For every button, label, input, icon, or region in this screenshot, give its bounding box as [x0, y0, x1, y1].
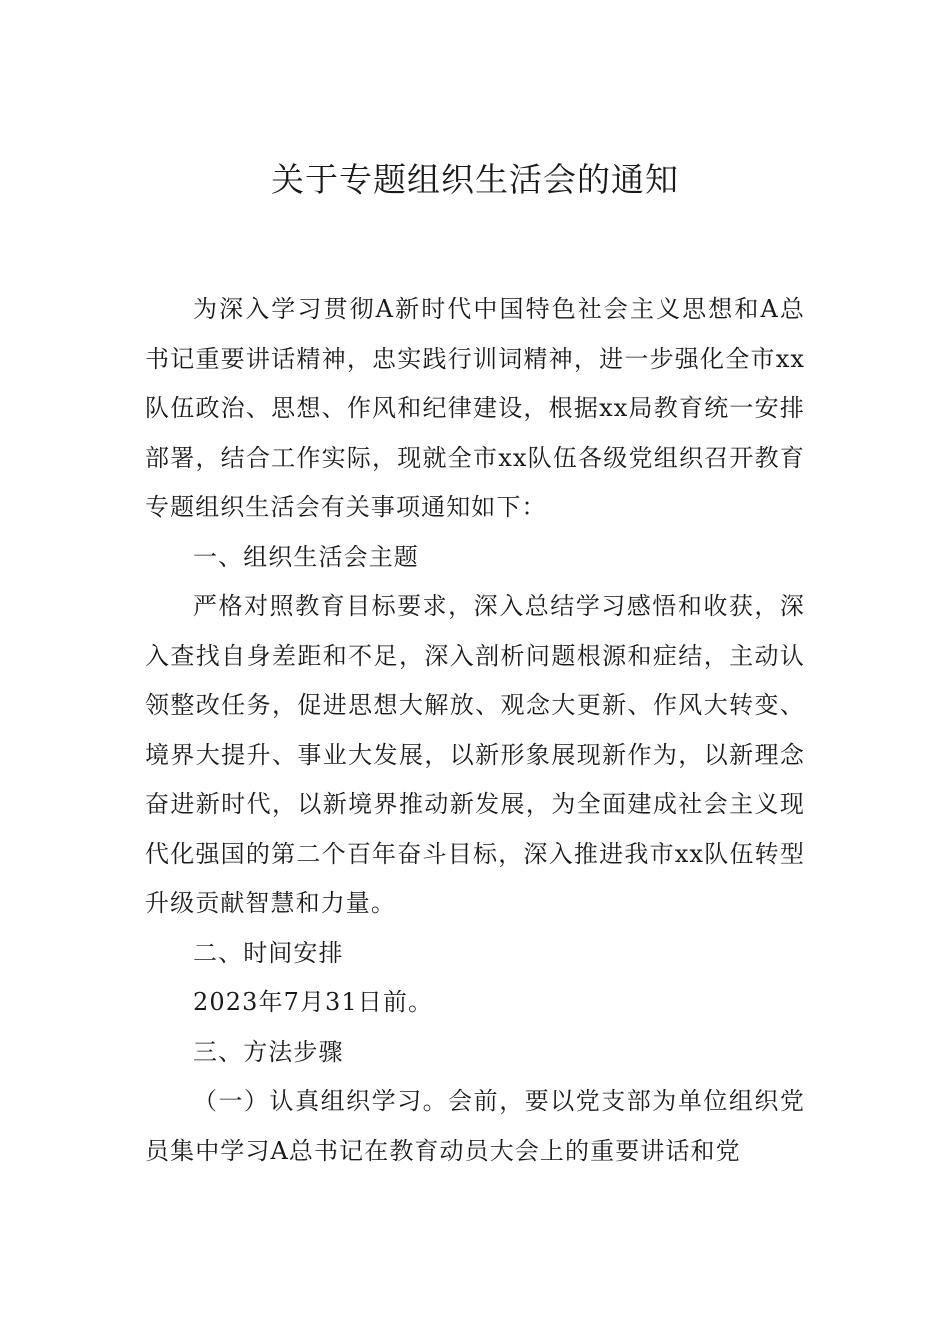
section-1-paragraph: 严格对照教育目标要求，深入总结学习感悟和收获，深入查找自身差距和不足，深入剖析问题根源和症结，主动认领整改任务，促进思想大解放、观念大更新、作风大转变、境界大提升、事业大发展，以新形象展现新作为，以新理念奋进新时代，以新境界推动新发展，为全面建成社会主义现代化强国的第二个百年奋斗目标，深入推进我市xx队伍转型升级贡献智慧和力量。: [145, 592, 805, 917]
section-3-paragraph: （一）认真组织学习。会前，要以党支部为单位组织党员集中学习A总书记在教育动员大会上的重要讲话和党: [145, 1087, 805, 1165]
section-2-paragraph: 2023年7月31日前。: [193, 988, 434, 1016]
section-3-heading: 三、方法步骤: [193, 1037, 344, 1066]
section-1-heading: 一、组织生活会主题: [193, 542, 419, 571]
document-body: [145, 285, 805, 1176]
document-title: 关于专题组织生活会的通知: [271, 160, 679, 199]
intro-paragraph: 为深入学习贯彻A新时代中国特色社会主义思想和A总书记重要讲话精神，忠实践行训词精神，进一步强化全市xx队伍政治、思想、作风和纪律建设，根据xx局教育统一安排部署，结合工作实际，现就全市xx队伍各级党组织召开教育专题组织生活会有关事项通知如下：: [145, 295, 805, 521]
section-2-heading: 二、时间安排: [193, 938, 344, 967]
